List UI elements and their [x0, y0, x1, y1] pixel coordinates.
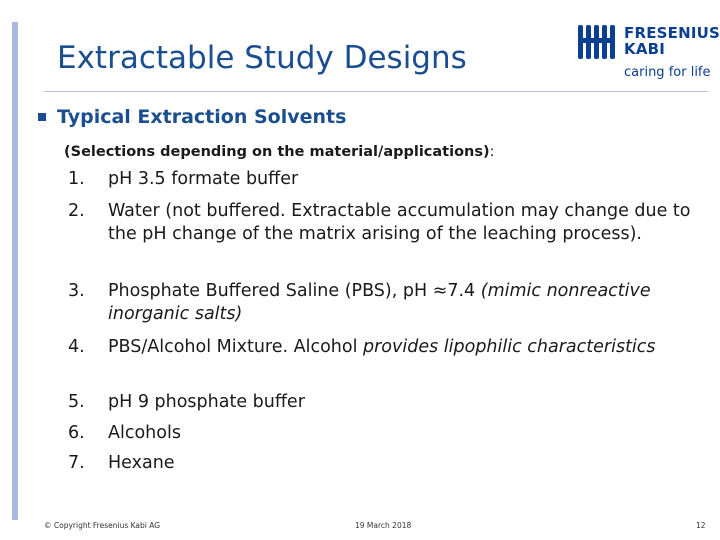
subheading	[64, 144, 495, 160]
list-item-text-part: Water (not buffered. Extractable accumulation may change due to the pH change of the matrix arising of the leaching process).	[108, 201, 691, 244]
logo-wordmark	[624, 25, 720, 57]
list-item-text-part: Hexane	[108, 453, 175, 473]
list-item-number: 2.	[68, 201, 85, 221]
list-item-text	[108, 391, 708, 414]
list-item-text-part: Phosphate Buffered Saline (PBS), pH ≈7.4	[108, 281, 481, 301]
footer-page-number: 12	[696, 521, 706, 530]
list-item-text	[108, 200, 708, 246]
list-item-text	[108, 280, 708, 326]
company-logo	[577, 22, 720, 84]
list-item-number: 1.	[68, 169, 85, 189]
list-item-number: 3.	[68, 281, 85, 301]
fresenius-kabi-logo-icon	[577, 22, 621, 62]
list-item-text	[108, 422, 708, 445]
left-accent-bar	[12, 22, 18, 520]
subheading-suffix: :	[489, 144, 495, 160]
list-item-text-italic: (mimic nonreactive inorganic salts)	[108, 281, 651, 324]
logo-name-line1: FRESENIUS	[624, 24, 720, 42]
footer-copyright: © Copyright Fresenius Kabi AG	[44, 521, 161, 530]
list-item-text	[108, 452, 708, 475]
list-item-text-part: pH 3.5 formate buffer	[108, 169, 299, 189]
subheading-bold: (Selections depending on the material/applications)	[64, 144, 490, 160]
list-item-text-part: PBS/Alcohol Mixture. Alcohol	[108, 337, 363, 357]
square-bullet-icon	[38, 113, 46, 121]
section-heading: Typical Extraction Solvents	[57, 106, 347, 128]
list-item-text-part: Alcohols	[108, 423, 181, 443]
list-item-number: 4.	[68, 337, 85, 357]
header-divider	[44, 91, 708, 92]
footer-date: 19 March 2018	[355, 521, 412, 530]
list-item-text	[108, 168, 708, 191]
logo-name-line2: KABI	[624, 40, 666, 58]
list-item-text-part: pH 9 phosphate buffer	[108, 392, 305, 412]
list-item-text	[108, 336, 708, 359]
slide-title: Extractable Study Designs	[57, 40, 467, 76]
list-item-number: 7.	[68, 453, 85, 473]
list-item-number: 5.	[68, 392, 85, 412]
list-item-text-italic: provides lipophilic characteristics	[363, 337, 656, 357]
list-item-number: 6.	[68, 423, 85, 443]
logo-tagline: caring for life	[624, 65, 711, 80]
